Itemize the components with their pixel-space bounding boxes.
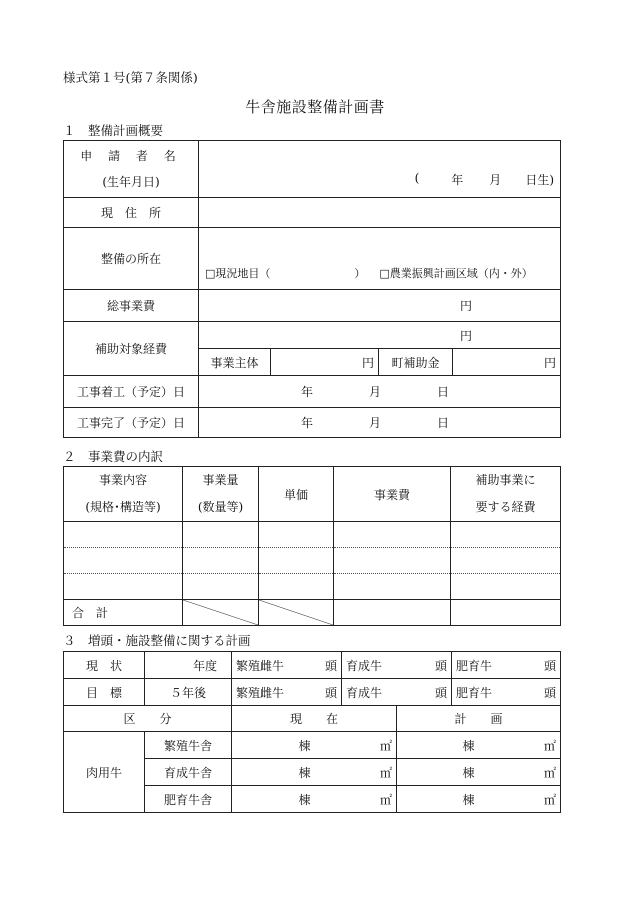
section2-heading: ２ 事業費の内訳 [63, 449, 164, 464]
area-unit: ㎡ [544, 792, 557, 807]
table-cell[interactable] [183, 548, 259, 574]
table-cell[interactable] [259, 548, 334, 574]
head-unit: 頭 [434, 685, 447, 700]
present-fattening-area[interactable] [315, 786, 397, 813]
start-date-input[interactable] [199, 376, 561, 408]
division-header: 区 分 [64, 706, 232, 732]
breeding-cow-label: 繁殖雌牛 [236, 658, 285, 673]
area-unit: ㎡ [380, 738, 393, 753]
birthdate-label: (生年月日) [102, 175, 160, 189]
fattening-label: 肥育牛 [456, 685, 493, 700]
table-cell[interactable] [451, 574, 561, 600]
birth-year-unit: 年 [451, 173, 464, 187]
plan-header: 計 画 [397, 706, 561, 732]
table-cell[interactable] [451, 548, 561, 574]
plan-rearing-buildings[interactable] [397, 759, 479, 786]
current-year-cell[interactable] [145, 652, 232, 679]
present-breeding-area[interactable] [315, 732, 397, 759]
total-cost-cell[interactable] [334, 600, 451, 626]
head-unit: 頭 [434, 658, 447, 673]
rearing-label: 育成牛 [346, 658, 383, 673]
subsidy-expense-header [451, 467, 561, 522]
quantity-header-line1: 事業量 [202, 473, 239, 487]
present-rearing-buildings[interactable] [232, 759, 315, 786]
plan-fattening-area[interactable] [479, 786, 561, 813]
table-cell[interactable] [183, 522, 259, 548]
start-day-unit: 日 [437, 385, 450, 399]
head-unit: 頭 [324, 685, 337, 700]
start-date-label: 工事着工（予定）日 [64, 376, 199, 408]
total-cost-yen: 円 [459, 299, 472, 313]
current-year-unit: 年度 [192, 658, 217, 673]
town-subsidy-label: 町補助金 [379, 349, 453, 376]
current-rearing-cell[interactable] [342, 652, 452, 679]
current-land-close: ） [354, 267, 366, 280]
building-unit: 棟 [462, 792, 475, 807]
head-unit: 頭 [543, 685, 556, 700]
table-row [64, 574, 561, 600]
table-cell[interactable] [259, 522, 334, 548]
address-input-cell[interactable] [199, 198, 561, 228]
plan-rearing-area[interactable] [479, 759, 561, 786]
table-row [64, 522, 561, 548]
subsidy-cost-input[interactable] [199, 322, 561, 349]
target-rearing-cell[interactable] [342, 679, 452, 706]
table-cell[interactable] [334, 548, 451, 574]
section1-heading: １ 整備計画概要 [63, 123, 164, 138]
cost-breakdown-table [63, 466, 561, 626]
form-number: 様式第１号(第７条関係) [63, 70, 198, 85]
target-breeding-cell[interactable] [232, 679, 342, 706]
applicant-input-cell[interactable] [199, 141, 561, 198]
table-cell[interactable] [451, 522, 561, 548]
total-subsidy-cell[interactable] [451, 600, 561, 626]
document-title: 牛舎施設整備計画書 [245, 98, 385, 116]
project-cost-header: 事業費 [334, 467, 451, 522]
table-cell[interactable] [334, 522, 451, 548]
building-unit: 棟 [298, 738, 311, 753]
facility-plan-table [63, 705, 561, 813]
content-header [64, 467, 183, 522]
end-day-unit: 日 [437, 416, 450, 430]
section3-heading: ３ 増頭・施設整備に関する計画 [63, 633, 251, 648]
quantity-header-line2: (数量等) [197, 500, 244, 514]
table-row [64, 548, 561, 574]
target-fattening-cell[interactable] [452, 679, 561, 706]
total-cost-label: 総事業費 [64, 290, 199, 322]
content-header-line2: (規格･構造等) [85, 500, 161, 514]
present-rearing-area[interactable] [315, 759, 397, 786]
start-month-unit: 月 [369, 385, 382, 399]
location-input-cell[interactable] [199, 228, 561, 290]
plan-breeding-buildings[interactable] [397, 732, 479, 759]
total-quantity-disabled [183, 600, 259, 626]
unit-price-header: 単価 [259, 467, 334, 522]
head-unit: 頭 [543, 658, 556, 673]
end-date-input[interactable] [199, 408, 561, 438]
quantity-header [183, 467, 259, 522]
subsidy-expense-line2: 要する経費 [475, 500, 536, 514]
start-year-unit: 年 [301, 385, 314, 399]
end-month-unit: 月 [369, 416, 382, 430]
current-land-checkbox[interactable]: □現況地目（ [205, 267, 271, 280]
applicant-label-cell [64, 141, 199, 198]
area-unit: ㎡ [380, 765, 393, 780]
agri-zone-checkbox[interactable]: □農業振興計画区域（内・外） [379, 267, 533, 280]
operator-yen: 円 [361, 355, 374, 370]
building-unit: 棟 [298, 792, 311, 807]
table-cell[interactable] [64, 522, 183, 548]
herd-plan-table [63, 651, 561, 706]
current-breeding-cell[interactable] [232, 652, 342, 679]
area-unit: ㎡ [544, 765, 557, 780]
area-unit: ㎡ [380, 792, 393, 807]
fattening-barn-label: 肥育牛舎 [145, 786, 232, 813]
table-cell[interactable] [183, 574, 259, 600]
subsidy-cost-yen: 円 [459, 328, 472, 343]
breeding-barn-label: 繁殖牛舎 [145, 732, 232, 759]
rearing-label: 育成牛 [346, 685, 383, 700]
plan-overview-table [63, 140, 561, 438]
rearing-barn-label: 育成牛舎 [145, 759, 232, 786]
town-subsidy-yen: 円 [543, 355, 556, 370]
total-cost-input[interactable] [199, 290, 561, 322]
table-cell[interactable] [259, 574, 334, 600]
content-header-line1: 事業内容 [98, 473, 147, 487]
building-unit: 棟 [462, 738, 475, 753]
current-status-label: 現 状 [64, 652, 145, 679]
address-label: 現 住 所 [64, 198, 199, 228]
beef-cattle-label: 肉用牛 [64, 732, 145, 813]
present-fattening-buildings[interactable] [232, 786, 315, 813]
total-row-label: 合 計 [64, 600, 183, 626]
plan-fattening-buildings[interactable] [397, 786, 479, 813]
applicant-name-label: 申 請 者 名 [80, 149, 182, 163]
subsidy-expense-line1: 補助事業に [475, 473, 536, 487]
birth-day-unit: 日生) [525, 173, 554, 187]
breeding-cow-label: 繁殖雌牛 [236, 685, 285, 700]
end-date-label: 工事完了（予定）日 [64, 408, 199, 438]
location-label: 整備の所在 [64, 228, 199, 290]
subsidy-cost-label: 補助対象経費 [64, 322, 199, 376]
head-unit: 頭 [324, 658, 337, 673]
total-unitprice-disabled [259, 600, 334, 626]
present-breeding-buildings[interactable] [232, 732, 315, 759]
present-header: 現 在 [232, 706, 397, 732]
operator-label: 事業主体 [199, 349, 271, 376]
table-cell[interactable] [64, 574, 183, 600]
birth-open-paren: ( [414, 171, 420, 185]
birth-month-unit: 月 [489, 173, 502, 187]
town-subsidy-input[interactable] [453, 349, 561, 376]
target-label: 目 標 [64, 679, 145, 706]
end-year-unit: 年 [301, 416, 314, 430]
table-cell[interactable] [334, 574, 451, 600]
building-unit: 棟 [298, 765, 311, 780]
table-cell[interactable] [64, 548, 183, 574]
plan-breeding-area[interactable] [479, 732, 561, 759]
current-fattening-cell[interactable] [452, 652, 561, 679]
target-year: ５年後 [145, 679, 232, 706]
area-unit: ㎡ [544, 738, 557, 753]
building-unit: 棟 [462, 765, 475, 780]
operator-amount-input[interactable] [271, 349, 379, 376]
fattening-label: 肥育牛 [456, 658, 493, 673]
